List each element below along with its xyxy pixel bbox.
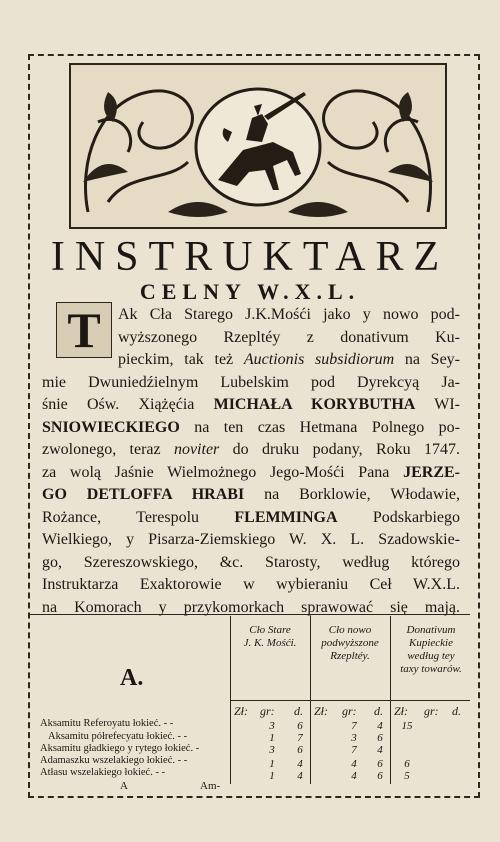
value-cell: 3 (269, 720, 275, 732)
text-line: śnie Ośw. Xiążęćia MICHAŁA KORYBUTHA WI- (42, 396, 460, 413)
text-line: Ak Cła Starego J.K.Mośći jako y nowo pod- (118, 306, 460, 323)
subhead-rule (230, 700, 470, 701)
value-cell: 7 (351, 720, 357, 732)
subhead-zl: Zł: (314, 704, 329, 718)
text-line: GO DETLOFFA HRABI na Borklowie, Włodawie, (42, 486, 460, 503)
ornament-coat-of-arms-icon (68, 62, 448, 230)
value-cell: 3 (351, 732, 357, 744)
subhead-d: d. (374, 704, 383, 718)
section-letter: A. (120, 665, 144, 691)
text-line: Rożance, Terespolu FLEMMINGA Podskarbiego (42, 508, 460, 526)
column-header-new-duty: Cło nowo podwyższone Rzepltéy. (321, 624, 379, 662)
text-line: zwolonego, teraz noviter do druku podany, Roku 1747. (42, 441, 460, 458)
value-cell: 4 (377, 720, 383, 732)
subhead-gr: gr: (424, 704, 439, 718)
text-line: Instruktarza Exaktorowie w wybieraniu Ceł W.X.L. (42, 576, 460, 593)
value-cell: 6 (297, 720, 303, 732)
text-line: go, Szereszowskiego, &c. Starosty, według którego (42, 553, 460, 571)
text-line: za wolą Jaśnie Wielmożnego Jego-Mośći Pana JERZE- (42, 463, 460, 481)
subhead-zl: Zł: (394, 704, 409, 718)
subhead-d: d. (452, 704, 461, 718)
column-header-donativum: Donativum Kupieckie według tey taxy towarów. (400, 624, 462, 675)
value-cell: 4 (297, 758, 303, 770)
column-header-old-duty: Cło Stare J. K. Mośći. (243, 624, 297, 649)
subhead-gr: gr: (260, 704, 275, 718)
text-line: na Komorach y przykomorkach sprawować się mają. (42, 598, 460, 616)
table-row: Aksamitu Referoyatu łokieć. - - (40, 718, 174, 729)
value-cell: 4 (377, 744, 383, 756)
text-line: wyższonego Rzepltéy z donativum Ku- (118, 328, 460, 346)
value-cell: 5 (404, 770, 410, 782)
value-cell: 4 (351, 758, 357, 770)
text-line: mie Dwuniedźielnym Lubelskim pod Dyrekcyą Ja- (42, 373, 460, 391)
subhead-zl: Zł: (234, 704, 249, 718)
value-cell: 1 (269, 758, 275, 770)
value-cell: 7 (351, 744, 357, 756)
value-cell: 6 (297, 744, 303, 756)
table-row: Aksamitu gładkiego y rytego łokieć. - (40, 743, 200, 754)
document-title: INSTRUKTARZ (50, 234, 450, 280)
intro-paragraph (42, 304, 460, 619)
value-cell: 7 (297, 732, 303, 744)
value-cell: 1 (269, 770, 275, 782)
value-cell: 6 (377, 758, 383, 770)
value-cell: 3 (269, 744, 275, 756)
footer-catchword: Am- (200, 780, 221, 792)
value-cell: 6 (377, 770, 383, 782)
value-cell: 15 (401, 720, 413, 732)
table-row: Atłasu wszelakiego łokieć. - - (40, 767, 166, 778)
drop-cap: T (56, 302, 112, 358)
value-cell: 6 (377, 732, 383, 744)
footer-signature-letter: A (120, 780, 128, 792)
text-line: pieckim, tak też Auctionis subsidiorum na Sey- (118, 351, 460, 368)
table-row: Aksamitu półrefecyatu łokieć. - - (48, 731, 188, 742)
text-line: SNIOWIECKIEGO na ten czas Hetmana Polnego po- (42, 418, 460, 436)
document-subtitle: CELNY W.X.L. (139, 279, 361, 304)
text-line: Wielkiego, y Pisarza-Ziemskiego W. X. L. Szadowskie- (42, 531, 460, 548)
value-cell: 4 (297, 770, 303, 782)
table-top-rule (30, 614, 470, 615)
value-cell: 6 (404, 758, 410, 770)
subhead-d: d. (294, 704, 303, 718)
table-row: Adamaszku wszelakiego łokieć. - - (40, 755, 188, 766)
value-cell: 1 (269, 732, 275, 744)
subhead-gr: gr: (342, 704, 357, 718)
value-cell: 4 (351, 770, 357, 782)
